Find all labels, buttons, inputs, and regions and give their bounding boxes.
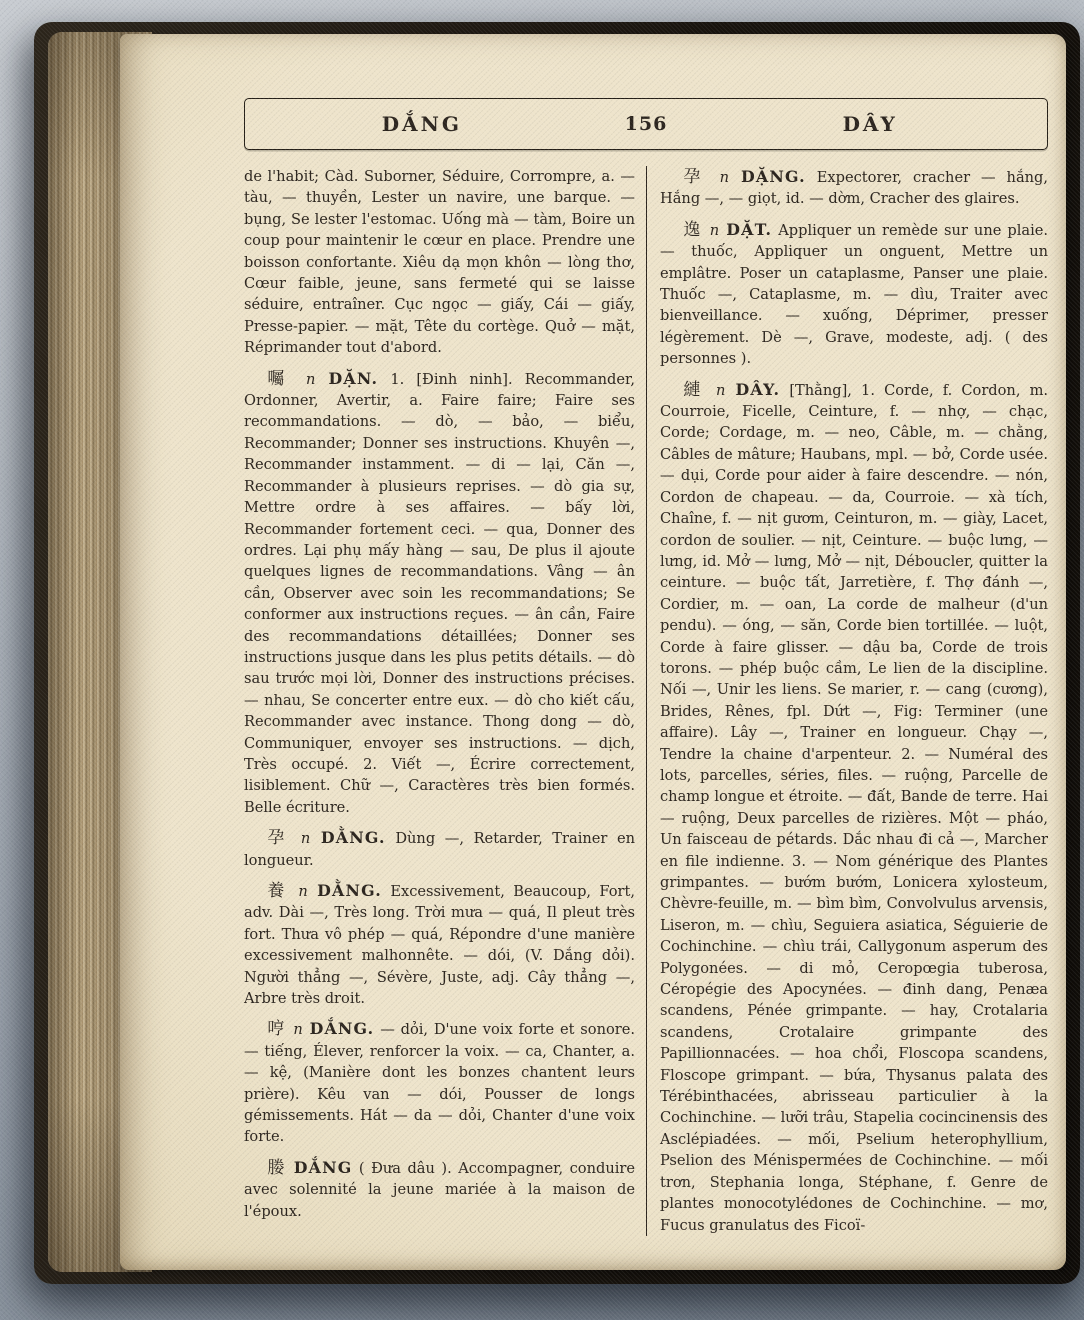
nom-glyph: 媵 (267, 1157, 288, 1178)
entry-body: Excessivement, Beaucoup, Fort, adv. Dài —, Très long. Trời mưa — quá, Il pleut très fort. Thưa vô phép — quá, Répondre d'une manière excessivement malhonnête. — dói, (V. Dắng dỏi). Người thẳng —, Sévère, Juste, adj. Cây thẳng —, Arbre très droit. (244, 883, 635, 1008)
nom-glyph: 哼 (267, 1019, 287, 1040)
left-column (244, 166, 646, 1222)
headword: DÂY. (735, 379, 781, 399)
running-head-box (244, 98, 1048, 150)
dictionary-entry (244, 880, 635, 1009)
page-content (244, 98, 1048, 1234)
part-of-speech: n (719, 169, 730, 186)
dictionary-entry (244, 827, 635, 871)
entry-body: — dỏi, D'une voix forte et sonore. — tiếng, Élever, renforcer la voix. — ca, Chanter, a. — kệ, (Manière dont les bonzes chantent leurs prière). Kêu van — dói, Pousser de longs gémissements. Hát — da — dỏi, Chanter d'une voix forte. (244, 1021, 636, 1146)
guide-word-left: DẮNG (381, 112, 462, 136)
continuation-paragraph (244, 166, 635, 359)
nom-glyph: 孕 (267, 828, 291, 849)
book-page (120, 34, 1066, 1270)
entry-body: Appliquer un remède sur une plaie. — thuốc, Appliquer un onguent, Mettre un emplâtre. Poser un cataplasme, Panser une plaie. Thuốc —, Cataplasme, m. — dìu, Traiter avec bienveillance. — xuống, Déprimer, presser légèrement. Dè —, Grave, modeste, adj. ( des personnes ). (660, 221, 1049, 368)
nom-glyph: 囑 (267, 368, 293, 389)
headword: DẰNG. (317, 881, 382, 900)
page-number: 156 (624, 113, 668, 135)
headword: DẶN. (328, 368, 379, 388)
nom-glyph: 孕 (683, 167, 708, 187)
dictionary-entry (244, 1157, 635, 1222)
headword: DẶT. (726, 219, 773, 239)
entry-body: ( Đưa dâu ). Accompagner, conduire avec solennité la jeune mariée à la maison de l'époux. (244, 1159, 636, 1220)
entry-body: Dùng —, Retarder, Trainer en longueur. (244, 830, 636, 869)
headword: DẮNG (293, 1157, 353, 1177)
part-of-speech: n (300, 830, 311, 848)
entry-body: 1. [Đinh ninh]. Recommander, Ordonner, Avertir, a. Faire faire; Faire ses recommandations. — dò, — bảo, — biểu, Recommander; Donner ses instructions. Khuyên —, Recommander instamment. — di — lại, Căn —, Recommander à plusieurs reprises. — dò gia sự, Mettre ordre à ses affaires. — bấy lời, Recommander fortement ceci. — qua, Donner des ordres. Lại phụ mấy hàng — sau, De plus il ajoute quelques lignes de recommandations. Vâng — ân cần, Observer avec soin les recommandations; Se conformer aux instructions reçues. — ân cần, Faire des recommandations détaillées; Donner ses instructions jusque dans les plus petits détails. — dò sau trước mọi lời, Donner des instructions précises. — nhau, Se concerter entre eux. — dò cho kiết cấu, Recommander avec instance. Thong dong — dò, Communiquer, envoyer ses instructions. — dịch, Très occupé. 2. Viết —, Écrire correctement, lisiblement. Chữ —, Caractères très bien formés. Belle écriture. (244, 370, 636, 816)
paragraph-body: de l'habit; Càd. Suborner, Séduire, Corrompre, a. — tàu, — thuyền, Lester un navire, une barque. — bụng, Se lester l'estomac. Uống mà — tàm, Boire un coup pour maintenir le cœur en place. Prendre une boisson confortante. Xiêu dạ mọn khôn — lòng thơ, Cœur faible, jeune, sans fermeté qui se laisse séduire, entraîner. Cục ngọc — giấy, Cái — giấy, Presse-papier. — mặt, Tête du cortège. Quở — mặt, Réprimander tout d'abord. (244, 168, 635, 357)
dictionary-entry (660, 166, 1048, 210)
dictionary-entry (660, 219, 1048, 370)
dictionary-entry (244, 368, 635, 819)
part-of-speech: n (305, 370, 316, 388)
headword: DẮNG. (309, 1019, 375, 1039)
nom-glyph: 逸 (683, 219, 703, 240)
dictionary-entry (660, 379, 1048, 1236)
nom-glyph: 縺 (683, 379, 706, 400)
right-column (646, 166, 1048, 1236)
headword: DẰNG. (320, 828, 386, 848)
text-columns (244, 166, 1048, 1236)
headword: DẶNG. (740, 167, 806, 186)
entry-body: [Thằng], 1. Corde, f. Cordon, m. Courroie, Ficelle, Ceinture, f. — nhợ, — chạc, Corde; Cordage, m. — neo, Câble, m. — chằng, Câbles de mâture; Haubans, mpl. — bở, Corde usée. — dụi, Corde pour aider à faire descendre. — nón, Cordon de chapeau. — da, Courroie. — xà tích, Chaîne, f. — nịt gươm, Ceinturon, m. — giày, Lacet, cordon de soulier. — nịt, Ceinture. — buộc lưng, — lưng, id. Mở — lưng, Mở — nịt, Déboucler, quitter la ceinture. — buộc tất, Jarretière, f. Thợ đánh —, Cordier, m. — oan, La corde de malheur (d'un pendu). — óng, — săn, Corde bien tortillée. — luột, Corde à faire glisser. — dậu ba, Corde de trois torons. — phép buộc cầm, Le lien de la discipline. Nối —, Unir les liens. Se marier, r. — cang (cương), Brides, Rênes, fpl. Dứt —, Fig: Terminer (une affaire). Lây —, Trainer en longueur. Chạy —, Tendre la chaine d'arpenteur. 2. — Numéral des lots, parcelles, séries, files. — ruộng, Parcelle de champ longue et étroite. — đất, Bande de terre. Hai — ruộng, Deux parcelles de rizières. Một — pháo, Un faisceau de pétards. Dắc nhau đi cả —, Marcher en file indienne. 3. — Nom générique des Plantes grimpantes. — bướm bướm, Lonicera xylosteum, Chèvre-feuille, m. — bìm bìm, Convolvulus arvensis, Liseron, m. — chìu, Seguiera asiatica, Séguierie de Cochinchine. — chìu trái, Callygonum asperum des Polygonées. — di mỏ, Ceropœgia tuberosa, Céropégie des Apocynées. — đinh dang, Penæa scandens, Pénée grimpante. — hay, Crotalaria scandens, Crotalaire grimpante des Papillionnacées. — hoa chổi, Floscopa scandens, Floscope grimpant. — bứa, Thysanus palata des Térébinthacées, abrisseau particulier à la Cochinchine. — lưỡi trâu, Stapelia cocincinensis des Asclépiadées. — mối, Pselium heterophyllium, Pselion des Ménispermées de Cochinchine. — mối trơn, Stephania longa, Stéphane, f. Genre de plantes monocotylédones de Cochinchine. — mơ, Fucus granulatus des Ficoï- (660, 381, 1049, 1234)
dictionary-entry (244, 1018, 635, 1147)
entry-body: Expectorer, cracher — hắng, Hắng —, — giọt, id. — dờm, Cracher des glaires. (660, 169, 1049, 208)
part-of-speech: n (709, 221, 720, 239)
part-of-speech: n (298, 883, 308, 900)
book-cover (34, 22, 1080, 1284)
part-of-speech: n (293, 1021, 303, 1039)
nom-glyph: 養 (267, 881, 290, 901)
part-of-speech: n (715, 381, 726, 399)
guide-word-right: DÂY (842, 112, 898, 136)
